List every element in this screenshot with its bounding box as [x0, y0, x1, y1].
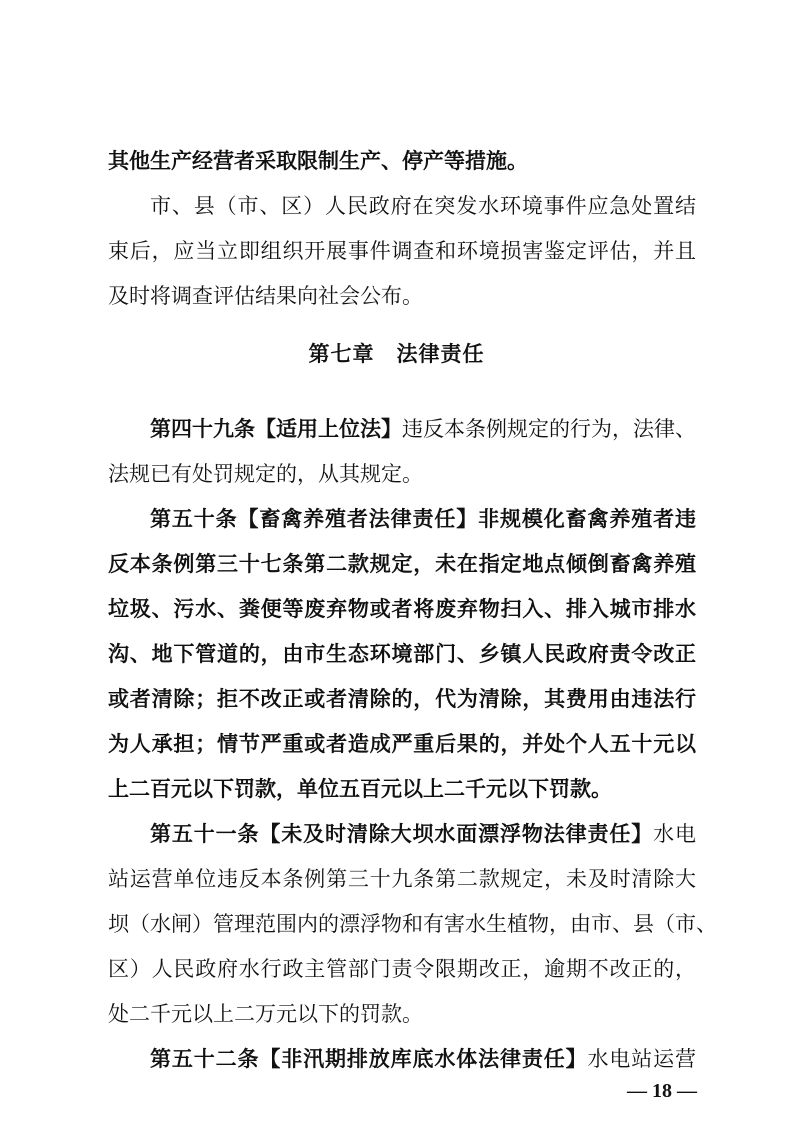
- chapter-title: 第七章 法律责任: [308, 343, 485, 366]
- article-52-label: 第五十二条【非汛期排放库底水体法律责任】: [150, 1048, 588, 1071]
- article-51-line: [150, 820, 696, 850]
- article-50-line: 垃圾、污水、粪便等废弃物或者将废弃物扫入、排入城市排水: [108, 598, 696, 621]
- article-51-line: 坝（水闸）管理范围内的漂浮物和有害水生植物，由市、县（市、: [108, 913, 717, 936]
- article-52-text: 水电站运营: [587, 1048, 696, 1071]
- article-50-line: 为人承担；情节严重或者造成严重后果的，并处个人五十元以: [108, 733, 696, 756]
- article-51-label: 第五十一条【未及时清除大坝水面漂浮物法律责任】: [150, 823, 654, 846]
- article-50-line: 或者清除；拒不改正或者清除的，代为清除，其费用由违法行: [108, 688, 696, 711]
- article-50-label: 第五十条【畜禽养殖者法律责任】: [150, 508, 479, 531]
- article-49-line: 法规已有处罚规定的，从其规定。: [108, 463, 423, 486]
- article-51-text: 水电: [653, 823, 696, 846]
- article-50-line: 沟、地下管道的，由市生态环境部门、乡镇人民政府责令改正: [108, 643, 696, 666]
- body-line: 及时将调查评估结果向社会公布。: [108, 285, 423, 308]
- article-50-text: 非规模化畜禽养殖者违: [478, 508, 696, 531]
- article-51-line: 区）人民政府水行政主管部门责令限期改正，逾期不改正的，: [108, 958, 696, 981]
- body-line: [108, 147, 696, 177]
- page-number: — 18 —: [627, 1080, 697, 1102]
- paragraph-text: 其他生产经营者采取限制生产、停产等措施。: [108, 150, 528, 173]
- article-51-line: 处二千元以上二万元以下的罚款。: [108, 1003, 423, 1026]
- body-line: 市、县（市、区）人民政府在突发水环境事件应急处置结: [150, 195, 696, 218]
- article-50-line: 反本条例第三十七条第二款规定，未在指定地点倾倒畜禽养殖: [108, 553, 696, 576]
- article-51-line: 站运营单位违反本条例第三十九条第二款规定，未及时清除大: [108, 868, 696, 891]
- article-50-line: 上二百元以下罚款，单位五百元以上二千元以下罚款。: [108, 778, 612, 801]
- article-49-label: 第四十九条【适用上位法】: [150, 418, 402, 441]
- article-49-text: 违反本条例规定的行为，法律、: [402, 418, 696, 441]
- article-50-line: [150, 505, 696, 535]
- article-49-line: [150, 415, 696, 445]
- body-line: 束后，应当立即组织开展事件调查和环境损害鉴定评估，并且: [108, 240, 696, 263]
- article-52-line: [150, 1045, 696, 1075]
